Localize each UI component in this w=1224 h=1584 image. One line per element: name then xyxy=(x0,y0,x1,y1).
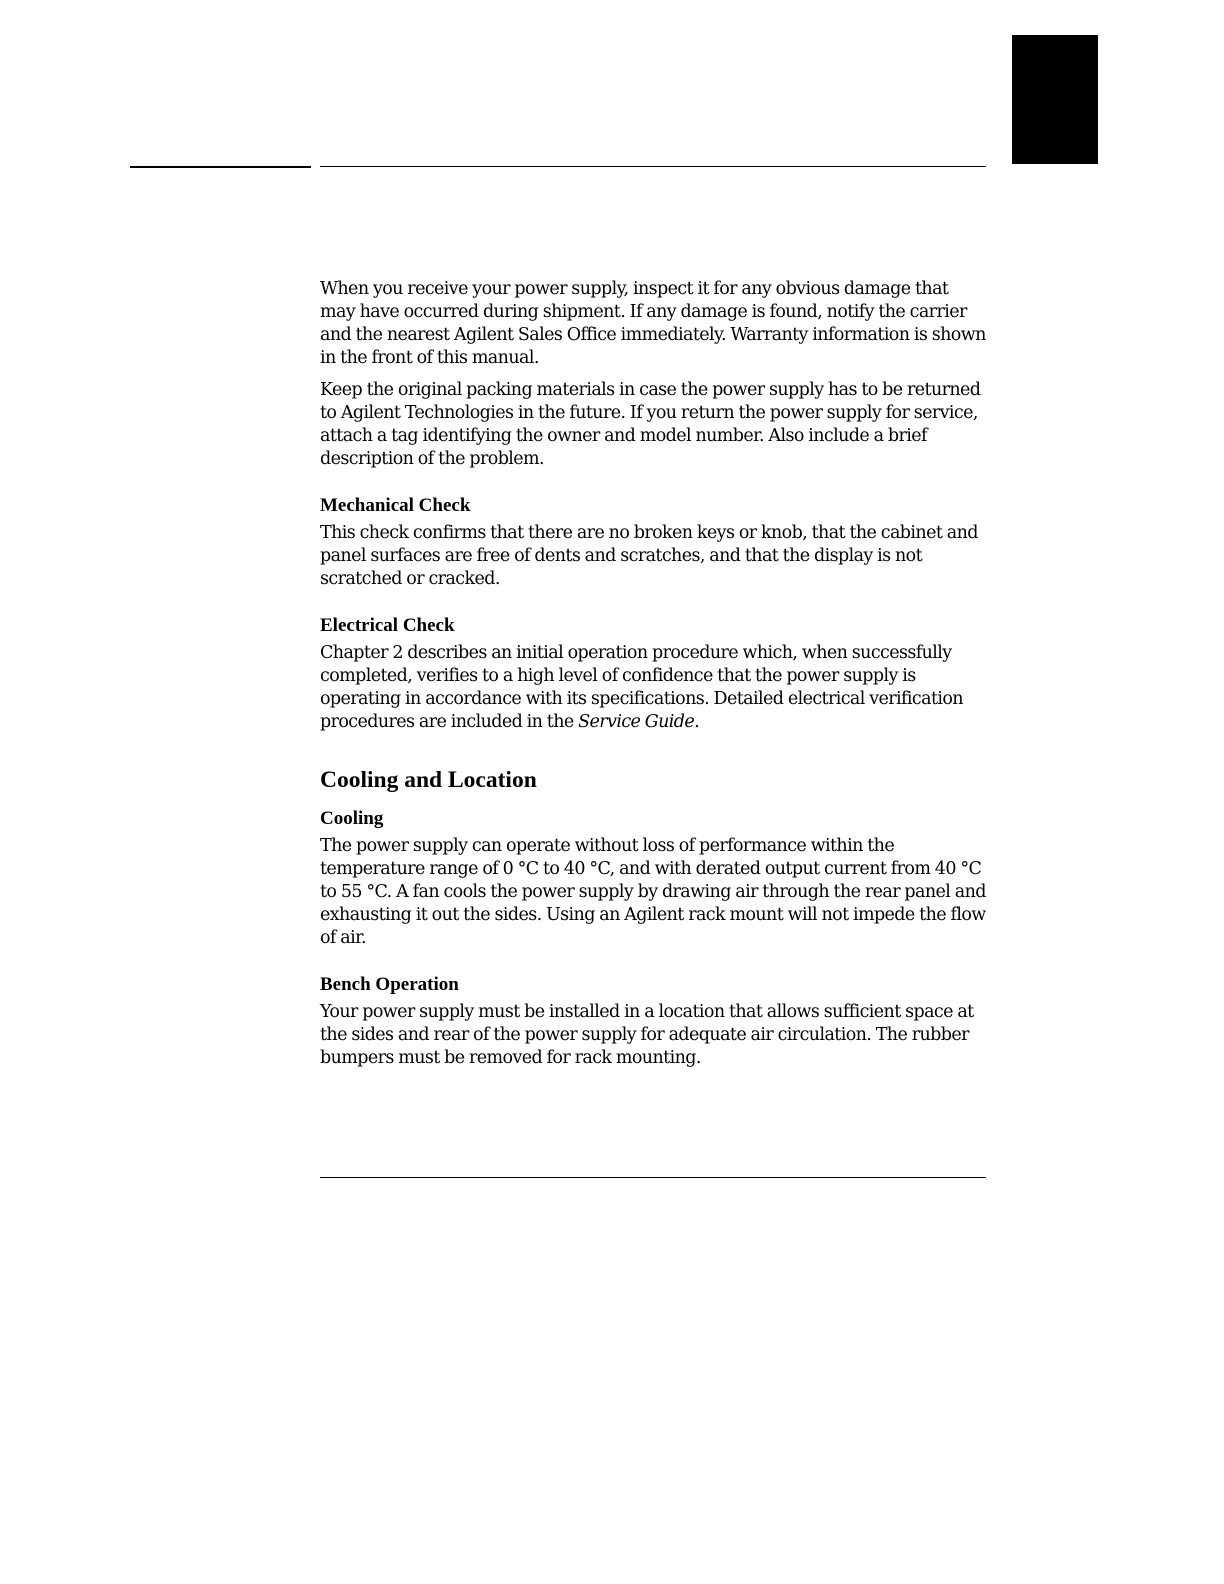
electrical-check-text-end: . xyxy=(694,712,700,732)
footer-rule xyxy=(320,1177,986,1178)
bench-operation-body: Your power supply must be installed in a location that allows sufficient space at the sides and rear of the power supply for adequate air circulation. The rubber bumpers must be removed for rack mounting. xyxy=(320,1002,974,1068)
header-rule-left xyxy=(130,166,311,168)
service-guide-title: Service Guide xyxy=(578,712,695,732)
cooling-heading: Cooling xyxy=(320,808,384,829)
mechanical-check-heading: Mechanical Check xyxy=(320,495,471,516)
electrical-check-text: Chapter 2 describes an initial operation procedure which, when successfully completed, verifies to a high level of confidence that the power supply is operating in accordance with its specifications. Detailed electrical verification procedures are included in the xyxy=(320,643,963,732)
electrical-check-body xyxy=(320,642,986,734)
bench-operation-heading: Bench Operation xyxy=(320,974,459,995)
chapter-thumb-tab xyxy=(1012,35,1098,164)
page-content xyxy=(320,278,986,1079)
cooling-body: The power supply can operate without loss of performance within the temperature range of 0 °C to 40 °C, and with derated output current from 40 °C to 55 °C. A fan cools the power supply by drawing air through the rear panel and exhausting it out the sides. Using an Agilent rack mount will not impede the flow of air. xyxy=(320,836,986,948)
intro-paragraph-2: Keep the original packing materials in case the power supply has to be returned to Agilent Technologies in the future. If you return the power supply for service, attach a tag identifying the owner and model number. Also include a brief description of the problem. xyxy=(320,380,981,469)
mechanical-check-body: This check confirms that there are no broken keys or knob, that the cabinet and panel surfaces are free of dents and scratches, and that the display is not scratched or cracked. xyxy=(320,523,978,589)
cooling-location-heading: Cooling and Location xyxy=(320,767,537,793)
header-rule-right xyxy=(320,166,986,167)
intro-paragraph-1: When you receive your power supply, inspect it for any obvious damage that may have occurred during shipment. If any damage is found, notify the carrier and the nearest Agilent Sales Office immediately. Warranty information is shown in the front of this manual. xyxy=(320,279,986,368)
electrical-check-heading: Electrical Check xyxy=(320,615,455,636)
